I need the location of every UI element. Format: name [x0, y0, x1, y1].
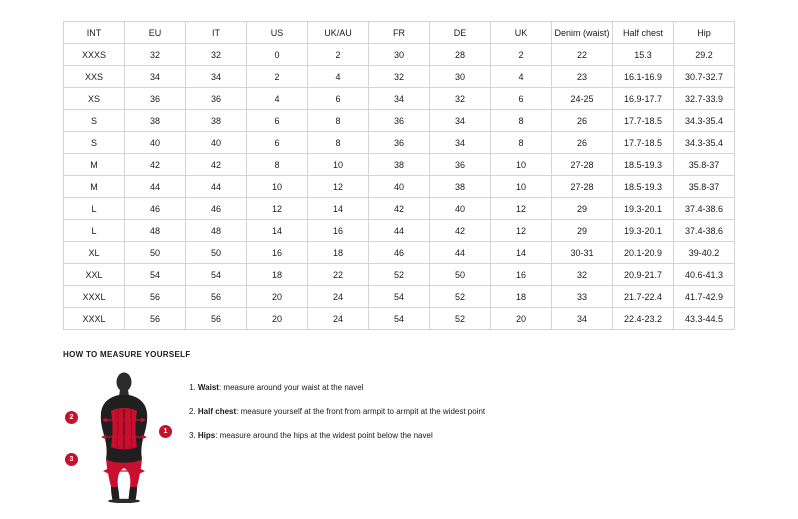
table-cell: 56 [186, 286, 247, 308]
table-cell: 46 [186, 198, 247, 220]
table-cell: 33 [552, 286, 613, 308]
table-cell: 21.7-22.4 [613, 286, 674, 308]
table-row [64, 66, 735, 88]
table-cell: 22 [552, 44, 613, 66]
table-row [64, 220, 735, 242]
mannequin-illustration [91, 371, 157, 503]
table-cell: XS [64, 88, 125, 110]
table-cell: 22.4-23.2 [613, 308, 674, 330]
table-cell: 6 [308, 88, 369, 110]
table-cell: 8 [308, 132, 369, 154]
table-cell: 38 [430, 176, 491, 198]
table-cell: 17.7-18.5 [613, 110, 674, 132]
table-cell: 43.3-44.5 [674, 308, 735, 330]
table-cell: 40 [125, 132, 186, 154]
table-column-header: US [247, 22, 308, 44]
table-cell: S [64, 132, 125, 154]
table-cell: 26 [552, 132, 613, 154]
table-cell: 16 [308, 220, 369, 242]
table-cell: 56 [125, 308, 186, 330]
table-cell: 34 [125, 66, 186, 88]
table-row [64, 264, 735, 286]
table-row [64, 154, 735, 176]
table-cell: 12 [491, 198, 552, 220]
table-cell: 4 [308, 66, 369, 88]
table-cell: 22 [308, 264, 369, 286]
table-cell: 46 [125, 198, 186, 220]
measure-note [189, 429, 485, 442]
table-cell: 30 [369, 44, 430, 66]
size-conversion-table [63, 21, 735, 330]
table-cell: 29.2 [674, 44, 735, 66]
table-cell: 40.6-41.3 [674, 264, 735, 286]
table-cell: 2 [491, 44, 552, 66]
table-cell: 38 [369, 154, 430, 176]
table-cell: 56 [125, 286, 186, 308]
table-cell: M [64, 176, 125, 198]
table-cell: 16.1-16.9 [613, 66, 674, 88]
table-cell: 37.4-38.6 [674, 198, 735, 220]
table-cell: 19.3-20.1 [613, 220, 674, 242]
table-cell: 29 [552, 220, 613, 242]
table-cell: 32 [552, 264, 613, 286]
table-cell: 2 [308, 44, 369, 66]
table-cell: 52 [430, 308, 491, 330]
table-cell: 34.3-35.4 [674, 110, 735, 132]
table-cell: 48 [125, 220, 186, 242]
table-cell: 10 [491, 154, 552, 176]
table-column-header: INT [64, 22, 125, 44]
table-cell: 54 [369, 286, 430, 308]
table-cell: 8 [491, 132, 552, 154]
table-cell: 32 [369, 66, 430, 88]
table-column-header: Half chest [613, 22, 674, 44]
measure-note-number: 3. [189, 431, 196, 440]
table-cell: 16.9-17.7 [613, 88, 674, 110]
measure-badge-3: 3 [65, 453, 78, 466]
table-cell: L [64, 198, 125, 220]
table-row [64, 88, 735, 110]
table-cell: 15.3 [613, 44, 674, 66]
table-cell: 27-28 [552, 176, 613, 198]
table-cell: 36 [369, 110, 430, 132]
table-cell: 35.8-37 [674, 154, 735, 176]
table-row [64, 286, 735, 308]
table-cell: 44 [369, 220, 430, 242]
table-cell: 42 [186, 154, 247, 176]
table-cell: 8 [247, 154, 308, 176]
table-cell: 38 [125, 110, 186, 132]
table-cell: 27-28 [552, 154, 613, 176]
table-cell: 52 [430, 286, 491, 308]
table-row [64, 44, 735, 66]
table-head [64, 22, 735, 44]
table-cell: 50 [430, 264, 491, 286]
table-cell: 24 [308, 308, 369, 330]
table-cell: 4 [247, 88, 308, 110]
measure-note-term: Half chest [197, 407, 237, 416]
table-cell: 8 [308, 110, 369, 132]
table-body [64, 44, 735, 330]
measure-note-number: 2. [189, 407, 196, 416]
table-cell: 44 [430, 242, 491, 264]
table-cell: 44 [125, 176, 186, 198]
table-cell: 32 [186, 44, 247, 66]
mannequin-figure-container [63, 369, 183, 504]
size-table-container [63, 21, 735, 330]
table-cell: 16 [247, 242, 308, 264]
table-cell: 39-40.2 [674, 242, 735, 264]
table-column-header: FR [369, 22, 430, 44]
table-cell: XXS [64, 66, 125, 88]
measure-note-term: Hips [197, 431, 216, 440]
table-cell: 18 [491, 286, 552, 308]
table-cell: 8 [491, 110, 552, 132]
table-cell: 50 [125, 242, 186, 264]
table-row [64, 308, 735, 330]
table-column-header: IT [186, 22, 247, 44]
table-cell: 46 [369, 242, 430, 264]
table-cell: 32.7-33.9 [674, 88, 735, 110]
table-cell: 4 [491, 66, 552, 88]
table-cell: 29 [552, 198, 613, 220]
table-cell: 42 [369, 198, 430, 220]
measure-note-text: : measure yourself at the front from armpit to armpit at the widest point [236, 407, 486, 416]
table-cell: 12 [491, 220, 552, 242]
table-cell: 36 [186, 88, 247, 110]
table-column-header: EU [125, 22, 186, 44]
table-cell: 34.3-35.4 [674, 132, 735, 154]
table-cell: 32 [125, 44, 186, 66]
table-cell: 14 [247, 220, 308, 242]
table-cell: 35.8-37 [674, 176, 735, 198]
table-cell: 12 [247, 198, 308, 220]
table-row [64, 110, 735, 132]
table-cell: 20.9-21.7 [613, 264, 674, 286]
table-cell: 6 [491, 88, 552, 110]
table-cell: 40 [430, 198, 491, 220]
table-cell: S [64, 110, 125, 132]
measure-note-text: : measure around the hips at the widest point below the navel [215, 431, 433, 440]
table-cell: M [64, 154, 125, 176]
table-cell: 6 [247, 110, 308, 132]
table-cell: 34 [369, 88, 430, 110]
table-cell: 34 [552, 308, 613, 330]
table-cell: 18.5-19.3 [613, 154, 674, 176]
table-cell: 20 [247, 286, 308, 308]
table-cell: 34 [430, 132, 491, 154]
table-cell: 50 [186, 242, 247, 264]
table-cell: XL [64, 242, 125, 264]
table-cell: 26 [552, 110, 613, 132]
table-cell: 16 [491, 264, 552, 286]
table-cell: 30-31 [552, 242, 613, 264]
table-cell: 12 [308, 176, 369, 198]
table-cell: 24 [308, 286, 369, 308]
measure-note-text: : measure around your waist at the navel [218, 383, 364, 392]
table-cell: 18.5-19.3 [613, 176, 674, 198]
table-cell: 54 [186, 264, 247, 286]
table-cell: 36 [125, 88, 186, 110]
measure-note [189, 405, 485, 418]
measure-notes-list [183, 369, 485, 453]
table-cell: XXL [64, 264, 125, 286]
table-cell: 18 [247, 264, 308, 286]
measure-note [189, 381, 485, 394]
table-cell: 10 [308, 154, 369, 176]
table-cell: 56 [186, 308, 247, 330]
table-cell: 32 [430, 88, 491, 110]
table-cell: 2 [247, 66, 308, 88]
table-cell: 24-25 [552, 88, 613, 110]
table-row [64, 242, 735, 264]
table-row [64, 132, 735, 154]
table-cell: 14 [308, 198, 369, 220]
table-cell: 17.7-18.5 [613, 132, 674, 154]
table-column-header: UK [491, 22, 552, 44]
table-cell: 54 [369, 308, 430, 330]
table-cell: 40 [186, 132, 247, 154]
table-column-header: DE [430, 22, 491, 44]
table-cell: 48 [186, 220, 247, 242]
table-cell: 28 [430, 44, 491, 66]
table-header-row [64, 22, 735, 44]
table-cell: 37.4-38.6 [674, 220, 735, 242]
table-cell: 44 [186, 176, 247, 198]
table-cell: 6 [247, 132, 308, 154]
how-to-measure-title: HOW TO MEASURE YOURSELF [63, 350, 191, 359]
table-cell: XXXL [64, 308, 125, 330]
table-cell: 18 [308, 242, 369, 264]
table-cell: 36 [369, 132, 430, 154]
table-cell: 20 [247, 308, 308, 330]
table-cell: 14 [491, 242, 552, 264]
table-cell: 54 [125, 264, 186, 286]
table-cell: XXXS [64, 44, 125, 66]
table-cell: 36 [430, 154, 491, 176]
measure-note-term: Waist [197, 383, 219, 392]
table-cell: 42 [125, 154, 186, 176]
table-cell: 20.1-20.9 [613, 242, 674, 264]
table-cell: 34 [186, 66, 247, 88]
table-column-header: Denim (waist) [552, 22, 613, 44]
table-cell: L [64, 220, 125, 242]
table-column-header: Hip [674, 22, 735, 44]
table-cell: 10 [491, 176, 552, 198]
measure-badge-1: 1 [159, 425, 172, 438]
how-to-measure-body [63, 369, 735, 504]
table-cell: 34 [430, 110, 491, 132]
table-cell: 38 [186, 110, 247, 132]
table-cell: 40 [369, 176, 430, 198]
table-cell: 30 [430, 66, 491, 88]
table-cell: 0 [247, 44, 308, 66]
table-cell: 10 [247, 176, 308, 198]
table-cell: 30.7-32.7 [674, 66, 735, 88]
table-cell: 23 [552, 66, 613, 88]
how-to-measure-section [63, 350, 735, 504]
table-row [64, 198, 735, 220]
table-row [64, 176, 735, 198]
measure-badge-2: 2 [65, 411, 78, 424]
measure-note-number: 1. [189, 383, 196, 392]
table-cell: 41.7-42.9 [674, 286, 735, 308]
table-cell: 19.3-20.1 [613, 198, 674, 220]
table-cell: XXXL [64, 286, 125, 308]
table-cell: 42 [430, 220, 491, 242]
table-cell: 20 [491, 308, 552, 330]
table-column-header: UK/AU [308, 22, 369, 44]
table-cell: 52 [369, 264, 430, 286]
